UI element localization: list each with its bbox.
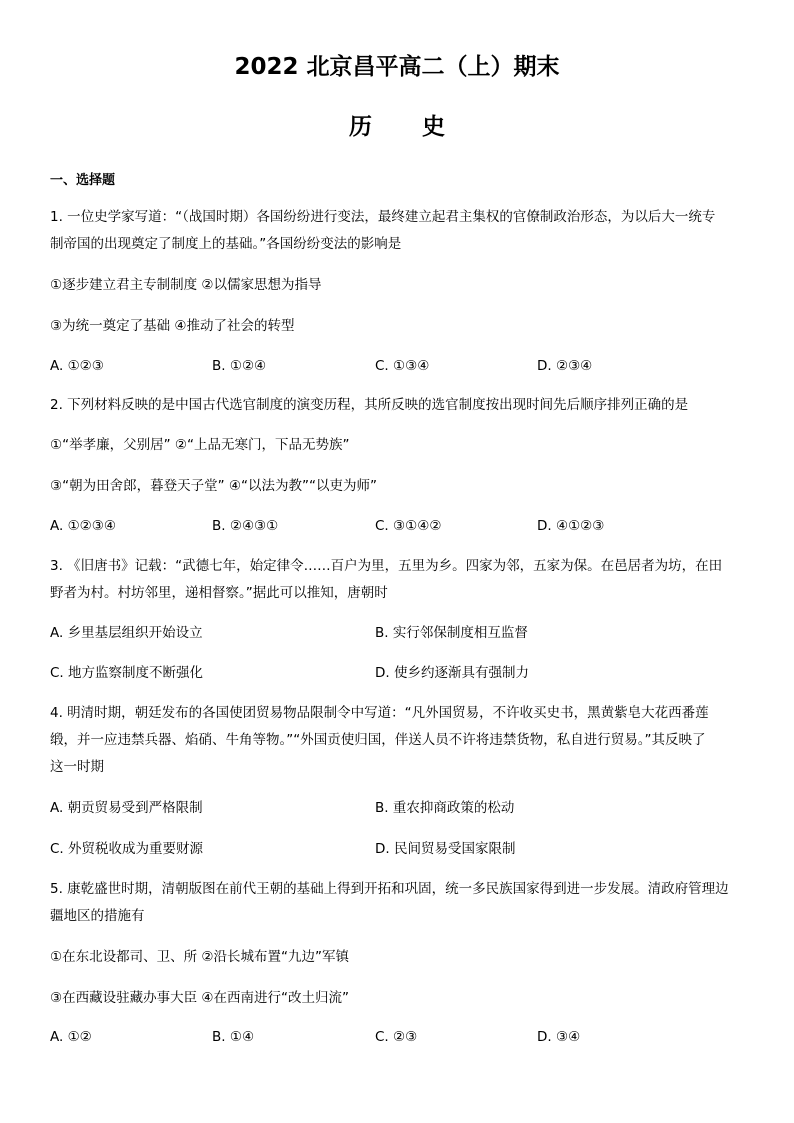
q1-stem-line-2: 制帝国的出现奠定了制度上的基础。”各国纷纷变法的影响是: [50, 236, 402, 252]
q3-option-c: C. 地方监察制度不断强化: [50, 665, 204, 681]
q1-option-d: D. ②③④: [537, 358, 593, 374]
subject-heading: [0, 108, 794, 141]
q2-option-b: B. ②④③①: [212, 518, 279, 534]
q5-item-line-1: ①在东北设都司、卫、所 ②沿长城布置“九边”军镇: [50, 949, 349, 965]
q3-option-b: B. 实行邻保制度相互监督: [375, 625, 528, 641]
q4-option-d: D. 民间贸易受国家限制: [375, 841, 516, 857]
exam-title: 2022 北京昌平高二（上）期末: [234, 54, 560, 80]
q1-stem-line-1: 1. 一位史学家写道：“（战国时期）各国纷纷进行变法，最终建立起君主集权的官僚制政治形态，为以后大一统专: [50, 209, 716, 225]
q3-option-d: D. 使乡约逐渐具有强制力: [375, 665, 529, 681]
q4-stem-line-2: 缎，并一应违禁兵器、焰硝、牛角等物。”“外国贡使归国，伴送人员不许将违禁货物，私自进行贸易。”其反映了: [50, 732, 706, 748]
q5-option-d: D. ③④: [537, 1029, 581, 1045]
q1-option-a: A. ①②③: [50, 358, 104, 374]
q5-stem-line-1: 5. 康乾盛世时期，清朝版图在前代王朝的基础上得到开拓和巩固，统一多民族国家得到进一步发展。清政府管理边: [50, 881, 729, 897]
q4-stem-line-1: 4. 明清时期，朝廷发布的各国使团贸易物品限制令中写道：“凡外国贸易，不许收买史书，黑黄紫皂大花西番莲: [50, 705, 709, 721]
q3-stem-line-1: 3. 《旧唐书》记载：“武德七年，始定律令……百户为里，五里为乡。四家为邻，五家为保。在邑居者为坊，在田: [50, 558, 723, 574]
q5-item-line-2: ③在西藏设驻藏办事大臣 ④在西南进行“改土归流”: [50, 990, 349, 1006]
q1-item-line-1: ①逐步建立君主专制制度 ②以儒家思想为指导: [50, 277, 322, 293]
subject-char-2: 史: [422, 114, 445, 140]
q1-item-line-2: ③为统一奠定了基础 ④推动了社会的转型: [50, 318, 295, 334]
q2-item-line-2: ③“朝为田舍郎，暮登天子堂” ④“以法为教”“以吏为师”: [50, 478, 377, 494]
q1-option-b: B. ①②④: [212, 358, 267, 374]
q5-stem-line-2: 疆地区的措施有: [50, 908, 145, 924]
subject-char-1: 历: [349, 114, 372, 140]
q4-option-a: A. 朝贡贸易受到严格限制: [50, 800, 203, 816]
q3-stem-line-2: 野者为村。村坊邻里，递相督察。”据此可以推知，唐朝时: [50, 585, 388, 601]
section-title: 一、选择题: [50, 173, 116, 188]
q5-option-a: A. ①②: [50, 1029, 92, 1045]
q4-option-b: B. 重农抑商政策的松动: [375, 800, 515, 816]
q2-item-line-1: ①“举孝廉，父别居” ②“上品无寒门，下品无势族”: [50, 437, 350, 453]
q2-option-d: D. ④①②③: [537, 518, 605, 534]
q3-option-a: A. 乡里基层组织开始设立: [50, 625, 203, 641]
q2-option-c: C. ③①④②: [375, 518, 442, 534]
q4-option-c: C. 外贸税收成为重要财源: [50, 841, 204, 857]
q2-stem-line-1: 2. 下列材料反映的是中国古代选官制度的演变历程，其所反映的选官制度按出现时间先后顺序排列正确的是: [50, 397, 689, 413]
q5-option-b: B. ①④: [212, 1029, 255, 1045]
q2-option-a: A. ①②③④: [50, 518, 116, 534]
q1-option-c: C. ①③④: [375, 358, 430, 374]
q4-stem-line-3: 这一时期: [50, 759, 104, 775]
q5-option-c: C. ②③: [375, 1029, 418, 1045]
